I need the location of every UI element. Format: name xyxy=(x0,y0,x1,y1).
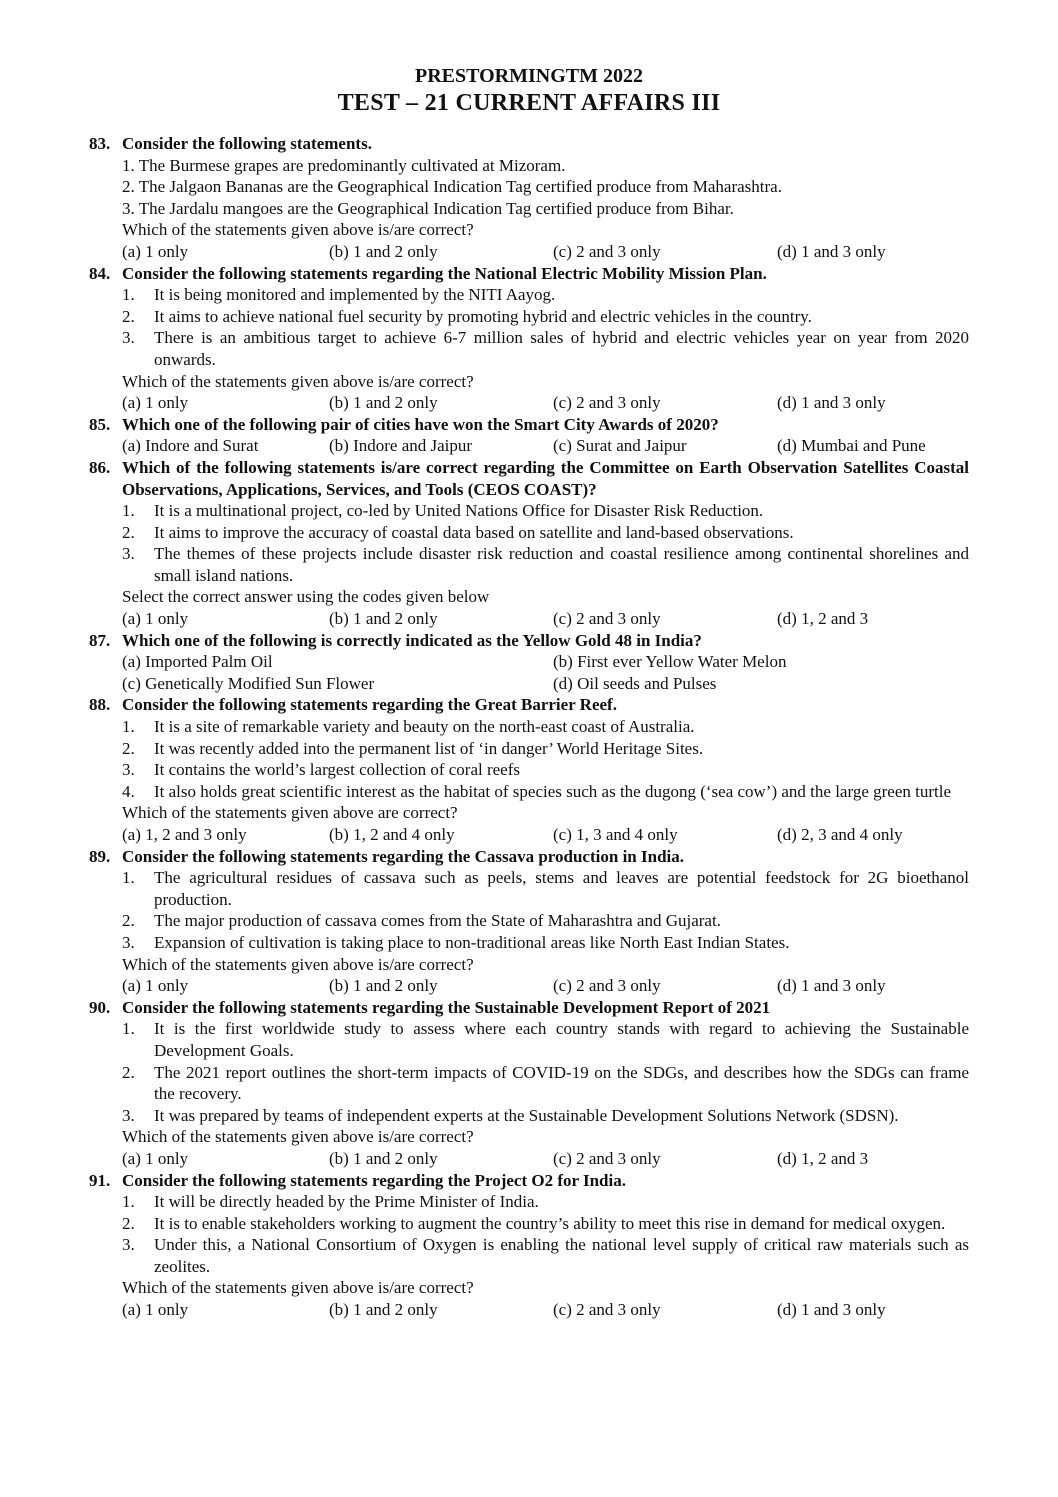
question-text: Consider the following statements regarding the National Electric Mobility Mission Plan. xyxy=(122,263,767,283)
question-number: 88. xyxy=(89,695,111,715)
statement xyxy=(0,306,1058,328)
statement-text: It was recently added into the permanent list of ‘in danger’ World Heritage Sites. xyxy=(154,738,704,758)
statement-number: 3. xyxy=(122,932,135,952)
question-stem xyxy=(0,630,1058,652)
statement xyxy=(0,932,1058,954)
question-86 xyxy=(0,457,1058,630)
question-text: Which one of the following pair of cities have won the Smart City Awards of 2020? xyxy=(122,414,719,434)
statement-number: 3. xyxy=(122,1235,135,1255)
option-d[interactable]: (d) 1 and 3 only xyxy=(777,241,886,261)
option-c[interactable]: (c) 2 and 3 only xyxy=(553,393,661,413)
statement-text: It aims to achieve national fuel security by promoting hybrid and electric vehicles in the country. xyxy=(154,306,812,326)
question-prompt: Which of the statements given above are correct? xyxy=(122,803,458,823)
question-prompt: Which of the statements given above is/are correct? xyxy=(122,1127,474,1147)
option-d[interactable]: (d) Mumbai and Pune xyxy=(777,436,926,456)
option-c[interactable]: (c) Surat and Jaipur xyxy=(553,436,687,456)
option-d[interactable]: (d) 1, 2 and 3 xyxy=(777,1148,869,1168)
statement xyxy=(0,781,1058,803)
statement-text: It is the first worldwide study to assess where each country stands with regard to achieving the Sustainable Development Goals. xyxy=(154,1019,969,1060)
statement-text: The major production of cassava comes from the State of Maharashtra and Gujarat. xyxy=(154,911,721,931)
question-stem xyxy=(0,414,1058,436)
option-b[interactable]: (b) 1 and 2 only xyxy=(329,609,438,629)
question-84 xyxy=(0,263,1058,414)
answer-options xyxy=(0,435,1058,457)
question-number: 89. xyxy=(89,846,111,866)
statement xyxy=(0,543,1058,586)
statement-text: The themes of these projects include disaster risk reduction and coastal resilience among continental shorelines and small island nations. xyxy=(154,544,969,585)
option-c[interactable]: (c) 2 and 3 only xyxy=(553,241,661,261)
statement-text: It is being monitored and implemented by the NITI Aayog. xyxy=(154,285,556,305)
statement-text: The 2021 report outlines the short-term impacts of COVID-19 on the SDGs, and describes how the SDGs can frame the recovery. xyxy=(154,1062,969,1104)
statement xyxy=(0,759,1058,781)
statement-text: It is a multinational project, co-led by United Nations Office for Disaster Risk Reduction. xyxy=(154,501,764,521)
question-text: Consider the following statements regarding the Great Barrier Reef. xyxy=(122,695,617,715)
answer-options xyxy=(0,651,1058,673)
answer-options xyxy=(0,1148,1058,1170)
question-stem xyxy=(0,133,1058,155)
question-stem xyxy=(0,263,1058,285)
question-88 xyxy=(0,694,1058,845)
option-b[interactable]: (b) 1, 2 and 4 only xyxy=(329,825,455,844)
document-title: PRESTORMINGTM 2022 xyxy=(415,65,643,87)
option-d[interactable]: (d) Oil seeds and Pulses xyxy=(553,673,717,693)
option-c[interactable]: (c) 2 and 3 only xyxy=(553,976,661,996)
statement xyxy=(0,500,1058,522)
question-number: 87. xyxy=(89,630,111,650)
statement-text: There is an ambitious target to achieve 6-7 million sales of hybrid and electric vehicles year on year from 2020 onwards. xyxy=(154,328,969,369)
statement-number: 1. xyxy=(122,1192,135,1212)
option-b[interactable]: (b) 1 and 2 only xyxy=(329,1148,438,1168)
question-prompt: Which of the statements given above is/are correct? xyxy=(122,1278,474,1298)
question-text: Consider the following statements regarding the Sustainable Development Report of 2021 xyxy=(122,997,771,1017)
statement xyxy=(0,1191,1058,1213)
statement xyxy=(0,327,1058,370)
answer-options xyxy=(0,392,1058,414)
statement xyxy=(0,1018,1058,1061)
option-b[interactable]: (b) Indore and Jaipur xyxy=(329,436,473,456)
answer-options xyxy=(0,608,1058,630)
statement-number: 3. xyxy=(122,328,135,348)
statement-number: 2. xyxy=(122,1062,135,1082)
question-prompt: Which of the statements given above is/are correct? xyxy=(122,220,474,240)
statement xyxy=(0,910,1058,932)
answer-options xyxy=(0,673,1058,695)
option-b[interactable]: (b) 1 and 2 only xyxy=(329,1300,438,1320)
question-number: 84. xyxy=(89,263,111,283)
option-d[interactable]: (d) 1 and 3 only xyxy=(777,1300,886,1320)
answer-options xyxy=(0,1299,1058,1321)
statement xyxy=(0,716,1058,738)
answer-options xyxy=(0,241,1058,263)
option-c[interactable]: (c) 2 and 3 only xyxy=(553,1300,661,1320)
statement-text: It also holds great scientific interest as the habitat of species such as the dugong (‘sea cow’) and the large green turtle xyxy=(154,781,951,801)
question-text: Consider the following statements. xyxy=(122,134,372,153)
statement-text: It will be directly headed by the Prime Minister of India. xyxy=(154,1192,539,1212)
option-a[interactable]: (a) Imported Palm Oil xyxy=(122,652,273,672)
statement-number: 1. xyxy=(122,868,135,888)
statement xyxy=(0,284,1058,306)
question-stem xyxy=(0,1170,1058,1192)
question-stem xyxy=(0,694,1058,716)
option-a[interactable]: (a) 1 only xyxy=(122,241,189,261)
question-number: 86. xyxy=(89,457,111,477)
statement-number: 3. xyxy=(122,544,135,564)
option-d[interactable]: (d) 2, 3 and 4 only xyxy=(777,825,903,844)
statement xyxy=(0,1213,1058,1235)
option-a[interactable]: (a) 1 only xyxy=(122,609,189,629)
option-c[interactable]: (c) 2 and 3 only xyxy=(553,609,661,629)
option-a[interactable]: (a) 1 only xyxy=(122,393,189,413)
answer-options xyxy=(0,824,1058,846)
statement xyxy=(0,1234,1058,1277)
option-a[interactable]: (a) Indore and Surat xyxy=(122,436,259,456)
statement-text: It was prepared by teams of independent experts at the Sustainable Development Solutions Network (SDSN). xyxy=(154,1105,899,1125)
statement-number: 1. xyxy=(122,1019,135,1039)
option-b[interactable]: (b) 1 and 2 only xyxy=(329,976,438,996)
question-prompt: Which of the statements given above is/are correct? xyxy=(122,954,474,974)
question-number: 91. xyxy=(89,1170,111,1190)
question-stem xyxy=(0,457,1058,500)
option-b[interactable]: (b) 1 and 2 only xyxy=(329,393,438,413)
question-number: 90. xyxy=(89,997,111,1017)
statement-text: The agricultural residues of cassava such as peels, stems and leaves are potential feedstock for 2G bioethanol production. xyxy=(154,868,969,909)
option-a[interactable]: (a) 1, 2 and 3 only xyxy=(122,825,247,844)
question-89 xyxy=(0,846,1058,997)
statement: 1. The Burmese grapes are predominantly cultivated at Mizoram. xyxy=(122,155,566,175)
question-text: Consider the following statements regarding the Cassava production in India. xyxy=(122,846,684,866)
statement-number: 4. xyxy=(122,781,135,801)
statement-text: It contains the world’s largest collection of coral reefs xyxy=(154,760,521,780)
question-number: 83. xyxy=(89,134,111,153)
question-prompt: Select the correct answer using the codes given below xyxy=(122,587,490,607)
statement-number: 1. xyxy=(122,501,135,521)
question-87 xyxy=(0,630,1058,695)
option-a[interactable]: (a) 1 only xyxy=(122,1148,189,1168)
test-subtitle: TEST – 21 CURRENT AFFAIRS III xyxy=(337,90,721,116)
statement-text: Expansion of cultivation is taking place to non-traditional areas like North East Indian States. xyxy=(154,932,790,952)
statement xyxy=(0,1105,1058,1127)
option-a[interactable]: (a) 1 only xyxy=(122,1300,189,1320)
option-c[interactable]: (c) 2 and 3 only xyxy=(553,1148,661,1168)
option-c[interactable]: (c) Genetically Modified Sun Flower xyxy=(122,673,375,693)
option-b[interactable]: (b) 1 and 2 only xyxy=(329,241,438,261)
statement-number: 2. xyxy=(122,522,135,542)
statement-number: 2. xyxy=(122,738,135,758)
question-list xyxy=(0,133,1058,1321)
question-number: 85. xyxy=(89,414,111,434)
statement-number: 2. xyxy=(122,306,135,326)
question-83 xyxy=(0,133,1058,263)
statement xyxy=(0,867,1058,910)
statement-number: 2. xyxy=(122,911,135,931)
statement xyxy=(0,1062,1058,1105)
question-text: Which of the following statements is/are correct regarding the Committee on Earth Observation Satellites Coastal Observations, Applications, Services, and Tools (CEOS COAST)? xyxy=(122,457,969,499)
question-90 xyxy=(0,997,1058,1170)
statement-text: It aims to improve the accuracy of coastal data based on satellite and land-based observations. xyxy=(154,522,794,542)
question-85 xyxy=(0,414,1058,457)
statement-number: 3. xyxy=(122,760,135,780)
statement-text: It is to enable stakeholders working to augment the country’s ability to meet this rise in demand for medical oxygen. xyxy=(154,1213,946,1233)
statement-text: It is a site of remarkable variety and beauty on the north-east coast of Australia. xyxy=(154,717,695,737)
statement-number: 2. xyxy=(122,1213,135,1233)
statement: 3. The Jardalu mangoes are the Geographical Indication Tag certified produce from Bihar. xyxy=(122,198,734,218)
question-stem xyxy=(0,997,1058,1019)
question-91 xyxy=(0,1170,1058,1321)
statement xyxy=(0,522,1058,544)
option-d[interactable]: (d) 1, 2 and 3 xyxy=(777,609,869,629)
option-c[interactable]: (c) 1, 3 and 4 only xyxy=(553,825,678,844)
option-b[interactable]: (b) First ever Yellow Water Melon xyxy=(553,652,787,672)
statement-number: 3. xyxy=(122,1105,135,1125)
option-d[interactable]: (d) 1 and 3 only xyxy=(777,976,886,996)
option-d[interactable]: (d) 1 and 3 only xyxy=(777,393,886,413)
question-text: Which one of the following is correctly indicated as the Yellow Gold 48 in India? xyxy=(122,630,702,650)
statement-text: Under this, a National Consortium of Oxygen is enabling the national level supply of critical raw materials such as zeolites. xyxy=(154,1235,969,1276)
statement: 2. The Jalgaon Bananas are the Geographical Indication Tag certified produce from Maharashtra. xyxy=(122,177,782,197)
question-prompt: Which of the statements given above is/are correct? xyxy=(122,371,474,391)
question-text: Consider the following statements regarding the Project O2 for India. xyxy=(122,1170,626,1190)
statement-number: 1. xyxy=(122,717,135,737)
question-stem xyxy=(0,846,1058,868)
statement-number: 1. xyxy=(122,285,135,305)
option-a[interactable]: (a) 1 only xyxy=(122,976,189,996)
statement xyxy=(0,738,1058,760)
answer-options xyxy=(0,975,1058,997)
